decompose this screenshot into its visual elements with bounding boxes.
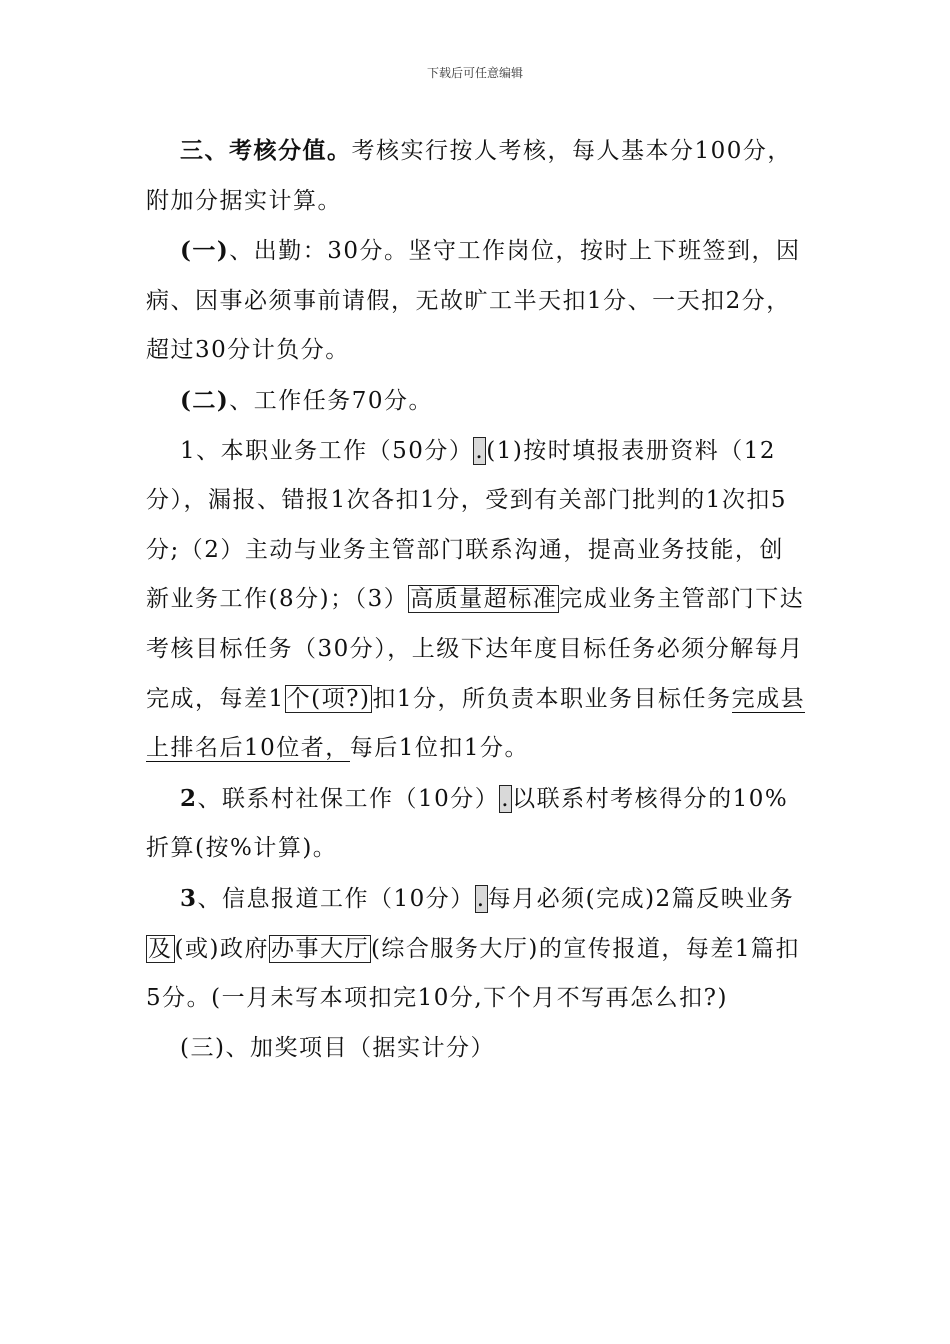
item-3-text-part-3: (综合服务大厅)的宣传报道，每差1篇扣5分。(一月未写本项扣完10分,下个月不写再怎么扣?): [146, 935, 801, 1012]
item-1-text-part-1: (1)按时填报表册资料（12分），漏报、错报1次各扣1分，受到有关部门批判的1次扣5分;（2）主动与业务主管部门联系沟通，提高业务技能，创新业务工作(8分)；（3）: [146, 437, 788, 613]
item-2-paragraph: [146, 774, 806, 874]
item-1-text-part-3: 扣1分，所负责本职业务目标任务: [372, 685, 732, 712]
tasks-text: 、工作任务70分。: [229, 387, 434, 414]
item-2-number: 2: [180, 784, 198, 812]
item-3-text-part-1: 每月必须(完成)2篇反映业务: [487, 885, 795, 912]
item-1-paragraph: [146, 427, 806, 774]
section-3-text: 考核实行按人考核，每人基本分100分，附加分据实计算。: [146, 138, 792, 214]
item-1-dot-mark: .: [475, 437, 485, 464]
tasks-label: (二): [180, 386, 230, 414]
bonus-paragraph: (三)、加奖项目（据实计分）: [180, 1034, 495, 1061]
attendance-text: 、出勤：30分。坚守工作岗位，按时上下班签到，因病、因事必须事前请假，无故旷工半天扣1分、一天扣2分，超过30分计负分。: [146, 238, 801, 364]
item-2-prefix: 、联系村社保工作（10分）: [197, 785, 500, 812]
attendance-label: (一): [180, 237, 230, 265]
item-3-boxed-hall: 办事大厅: [270, 935, 369, 962]
tasks-paragraph: [146, 376, 806, 427]
item-1-text-part-4: 每后1位扣1分。: [349, 735, 530, 762]
page-header: 下载后可任意编辑: [426, 66, 523, 80]
item-3-number: 3: [180, 884, 198, 912]
item-1-boxed-unit: 个(项?): [286, 685, 371, 712]
item-2-dot-mark: .: [501, 785, 511, 812]
item-1-text-part-2: 完成业务主管部门下达考核目标任务（30分），上级下达年度目标任务必须分解每月完成，每差1: [146, 586, 805, 712]
section-3-paragraph: [146, 126, 806, 226]
item-2-text: 以联系村考核得分的10%折算(按%计算)。: [146, 785, 789, 862]
item-3-text-part-2: (或)政府: [174, 935, 269, 962]
item-1-boxed-phrase: 高质量超标准: [410, 586, 558, 613]
item-1-prefix: 1、本职业务工作（50分）: [180, 437, 474, 464]
section-3-heading: 三、考核分值。: [180, 137, 352, 164]
item-1-underlined-phrase: 完成县上排名后10位者，: [146, 685, 806, 762]
item-3-paragraph: [146, 874, 806, 1024]
item-3-dot-mark: .: [476, 885, 486, 912]
item-3-boxed-and: 及: [148, 935, 173, 962]
attendance-paragraph: [146, 226, 806, 376]
document-body: [146, 126, 806, 1073]
item-3-prefix: 、信息报道工作（10分）: [197, 885, 475, 912]
